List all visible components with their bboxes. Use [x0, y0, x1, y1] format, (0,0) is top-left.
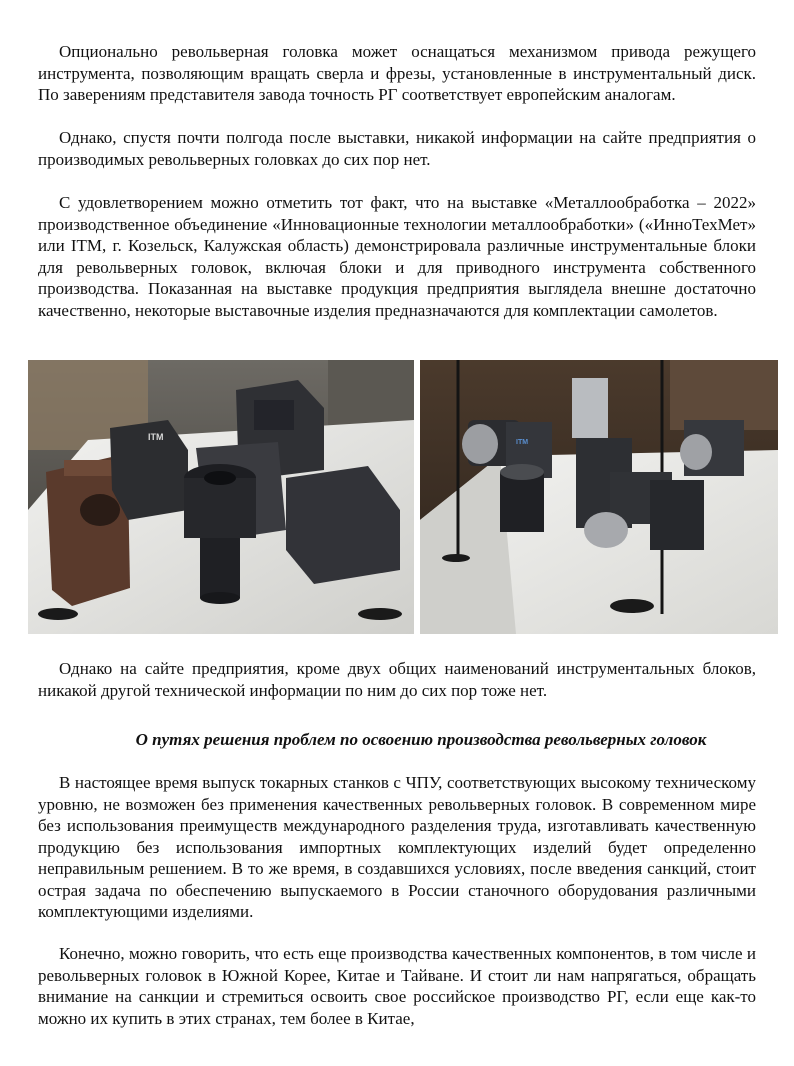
photo-driven-tools-right	[420, 360, 778, 634]
itm-logo-right: ITM	[516, 439, 529, 446]
paragraph-5: В настоящее время выпуск токарных станков с ЧПУ, соответствующих высокому техническому уровню, не возможен без применения качественных револьверных головок. В современном мире без использования преимуществ международного разделения труда, изготавливать качественную продукцию без использования импортных комплектующих изделий будет определенно неправильным решением. В то же время, в создавшихся условиях, после введения санкций, стоит острая задача по обеспечению выпускаемого в России станочного оборудования различными комплектующими изделиями.	[38, 773, 756, 921]
paragraph-4: Однако на сайте предприятия, кроме двух общих наименований инструментальных блоков, никакой другой технической информации по ним до сих пор тоже нет.	[38, 659, 756, 700]
photo-tool-blocks-left	[28, 360, 414, 634]
paragraph-2: Однако, спустя почти полгода после выставки, никакой информации на сайте предприятия о производимых револьверных головках до сих пор нет.	[38, 128, 756, 169]
paragraph-6: Конечно, можно говорить, что есть еще производства качественных компонентов, в том числе и револьверных головок в Южной Корее, Китае и Тайване. И стоит ли нам напрягаться, обращать внимание на санкции и стремиться освоить свое российское производство РГ, если еще как-то можно их купить в этих странах, тем более в Китае,	[38, 944, 756, 1028]
paragraph-3: С удовлетворением можно отметить тот факт, что на выставке «Металлообработка – 2022» производственное объединение «Инновационные технологии металлообработки» («ИнноТехМет» или ITM, г. Козельск, Калужская область) демонстрировала различные инструментальные блоки для револьверных головок, включая блоки и для приводного инструмента собственного производства. Показанная на выставке продукция предприятия выглядела внешне достаточно качественно, некоторые выставочные изделия предназначаются для комплектации самолетов.	[38, 193, 756, 320]
paragraph-1: Опционально револьверная головка может оснащаться механизмом привода режущего инструмента, позволяющим вращать сверла и фрезы, установленные в инструментальный диск. По заверениям представителя завода точность РГ соответствует европейским аналогам.	[38, 42, 756, 104]
section-heading: О путях решения проблем по освоению производства револьверных головок	[135, 730, 707, 749]
itm-logo-left: ITM	[148, 432, 164, 442]
